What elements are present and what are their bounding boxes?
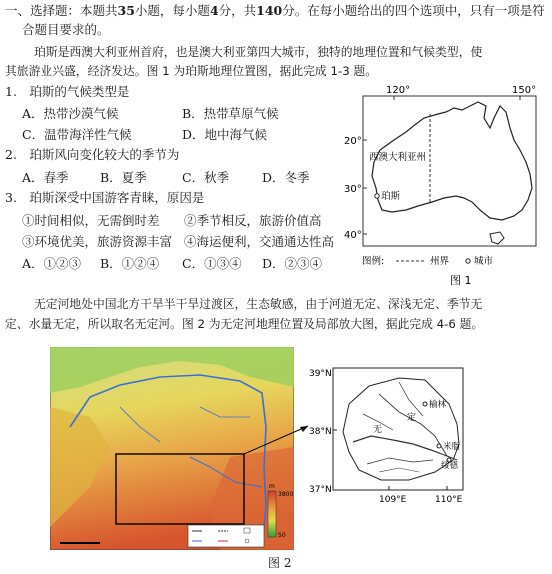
q2-option-a[interactable]: A．春季 [22, 170, 69, 185]
heading-text-d: 分。在每小题给出的四个选项中，只有一项是符 [282, 3, 545, 18]
fig2-lon-109: 109°E [379, 495, 407, 504]
fig2-lon-110: 110°E [435, 495, 463, 504]
q1-option-b[interactable]: B．热带草原气候 [182, 106, 279, 121]
elev-high-label: 3800 [278, 491, 294, 498]
q1-option-c[interactable]: C．温带海洋性气候 [22, 127, 132, 142]
fig2-caption: 图 2 [268, 556, 292, 570]
q3-option-c[interactable]: C．①③④ [182, 256, 242, 271]
section-heading-line2: 合题目要求的。 [22, 22, 110, 37]
elev-unit-label: m [269, 483, 275, 490]
fig2-city-yulin: 榆林 [429, 400, 447, 410]
fig2-lat-37: 37°N [309, 485, 332, 495]
fig1-caption: 图 1 [450, 274, 472, 287]
fig1-legend-boundary: 州界 [430, 256, 450, 267]
q3-option-d[interactable]: D．②③④ [262, 256, 323, 271]
fig1-lat-40: 40° [344, 230, 362, 241]
q3-option-b[interactable]: B．①②④ [100, 256, 160, 271]
fig2-city-suide: 绥德 [441, 461, 459, 471]
q2-option-c[interactable]: C．秋季 [182, 170, 230, 185]
q3-statement-3: ③环境优美，旅游资源丰富 [22, 234, 173, 249]
fig1-state-label: 西澳大利亚州 [369, 152, 427, 163]
q3-stem: 3. 珀斯深受中国游客青睐，原因是 [5, 190, 205, 205]
fig1-lon-120: 120° [386, 85, 411, 96]
fig2-river-label-wu: 无 [373, 425, 383, 435]
figure2-detail-map [309, 364, 469, 504]
fig2-city-mizhi: 米脂 [443, 442, 461, 452]
perth-city-marker [375, 194, 379, 198]
zoom-connector [244, 420, 312, 460]
q1-option-d[interactable]: D．地中海气候 [182, 127, 268, 142]
question-points: 4 [209, 3, 219, 18]
fig1-lon-150: 150° [512, 85, 537, 96]
q2-stem: 2. 珀斯风向变化较大的季节为 [5, 147, 180, 162]
intro2-line1: 无定河地处中国北方干旱半干旱过渡区，生态敏感，由于河道无定、深浅无定、季节无 [34, 297, 483, 311]
yulin-marker [423, 402, 427, 406]
fig1-legend-title: 图例: [362, 256, 385, 267]
intro1-line2: 其旅游业兴盛，经济发达。图 1 为珀斯地理位置图，据此完成 1-3 题。 [5, 64, 378, 78]
total-points: 140 [256, 3, 283, 18]
elevation-legend-bar [268, 491, 276, 537]
q3-statement-2: ②季节相反，旅游价值高 [184, 213, 322, 228]
q3-statement-1: ①时间相似，无需倒时差 [22, 213, 160, 228]
intro2-line2: 定、水量无定，所以取名无定河。图 2 为无定河地理位置及局部放大图，据此完成 4-6 题。 [5, 317, 484, 331]
q1-stem: 1. 珀斯的气候类型是 [5, 84, 130, 99]
q3-statement-4: ④海运便利，交通通达性高 [184, 234, 335, 249]
heading-text-a: 一、选择题：本题共 [5, 3, 118, 18]
heading-text-c: 分，共 [218, 3, 257, 18]
section-heading [5, 3, 545, 19]
mizhi-marker [437, 444, 441, 448]
fig1-lat-30: 30° [344, 184, 362, 195]
heading-text-b: 小题，每小题 [134, 3, 210, 18]
q1-option-a[interactable]: A．热带沙漠气候 [22, 106, 119, 121]
elev-low-label: 50 [278, 532, 286, 539]
q2-option-d[interactable]: D．冬季 [262, 170, 310, 185]
legend-city-marker [466, 259, 470, 263]
intro1-line1: 珀斯是西澳大利亚州首府，也是澳大利亚第四大城市，独特的地理位置和气候类型，使 [34, 45, 483, 59]
fig2-river-label-ding: 定 [407, 413, 417, 423]
fig1-legend-city: 城市 [474, 256, 494, 267]
fig2-lat-39: 39°N [309, 369, 332, 379]
fig2-lat-38: 38°N [309, 427, 332, 437]
fig1-lat-20: 20° [344, 136, 362, 147]
q2-option-b[interactable]: B．夏季 [100, 170, 147, 185]
figure1-australia-map [344, 84, 544, 290]
fig1-city-label: 珀斯 [381, 191, 401, 202]
detail-frame [333, 368, 463, 490]
q3-option-a[interactable]: A．①②③ [22, 256, 82, 271]
question-count: 35 [117, 3, 135, 18]
symbol-legend-box [188, 525, 264, 547]
